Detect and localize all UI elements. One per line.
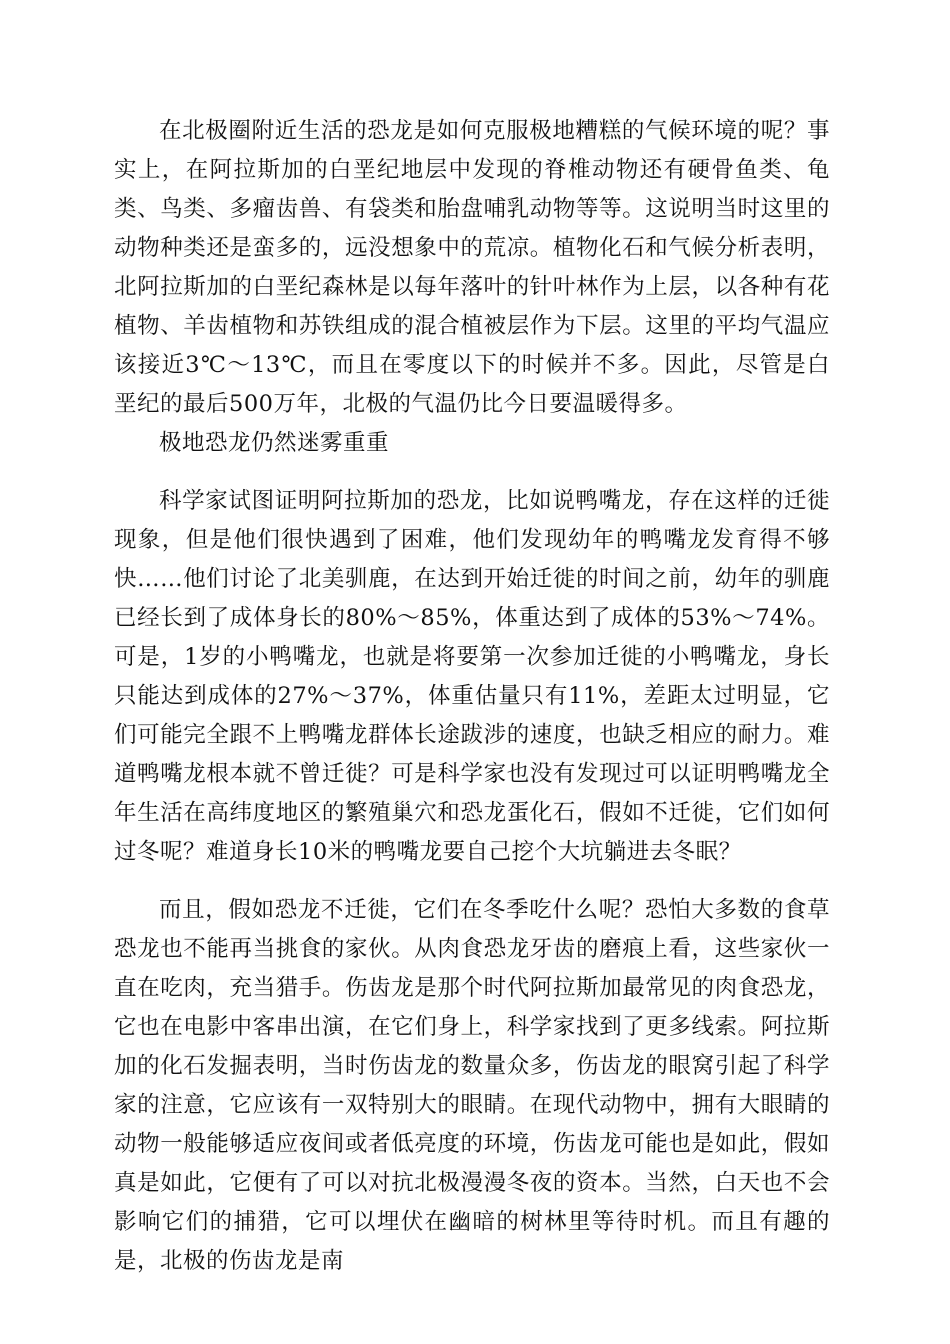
document-page [114,112,830,1281]
section-heading: 极地恐龙仍然迷雾重重 [159,430,390,456]
paragraph-migration: 科学家试图证明阿拉斯加的恐龙，比如说鸭嘴龙，存在这样的迁徙现象，但是他们很快遇到了困难，他们发现幼年的鸭嘴龙发育得不够快……他们讨论了北美驯鹿，在达到开始迁徙的时间之前，幼年的驯鹿已经长到了成体身长的80%～85%，体重达到了成体的53%～74%。可是，1岁的小鸭嘴龙，也就是将要第一次参加迁徙的小鸭嘴龙，身长只能达到成体的27%～37%，体重估量只有11%，差距太过明显，它们可能完全跟不上鸭嘴龙群体长途跋涉的速度，也缺乏相应的耐力。难道鸭嘴龙根本就不曾迁徙？可是科学家也没有发现过可以证明鸭嘴龙全年生活在高纬度地区的繁殖巢穴和恐龙蛋化石，假如不迁徙，它们如何过冬呢？难道身长10米的鸭嘴龙要自己挖个大坑躺进去冬眠？ [114,488,830,865]
paragraph-climate: 在北极圈附近生活的恐龙是如何克服极地糟糕的气候环境的呢？事实上，在阿拉斯加的白垩纪地层中发现的脊椎动物还有硬骨鱼类、龟类、鸟类、多瘤齿兽、有袋类和胎盘哺乳动物等等。这说明当时这里的动物种类还是蛮多的，远没想象中的荒凉。植物化石和气候分析表明，北阿拉斯加的白垩纪森林是以每年落叶的针叶林作为上层，以各种有花植物、羊齿植物和苏铁组成的混合植被层作为下层。这里的平均气温应该接近3℃～13℃，而且在零度以下的时候并不多。因此，尽管是白垩纪的最后500万年，北极的气温仍比今日要温暖得多。 [114,118,830,417]
paragraph-troodon: 而且，假如恐龙不迁徙，它们在冬季吃什么呢？恐怕大多数的食草恐龙也不能再当挑食的家伙。从肉食恐龙牙齿的磨痕上看，这些家伙一直在吃肉，充当猎手。伤齿龙是那个时代阿拉斯加最常见的肉食恐龙，它也在电影中客串出演，在它们身上，科学家找到了更多线索。阿拉斯加的化石发掘表明，当时伤齿龙的数量众多，伤齿龙的眼窝引起了科学家的注意，它应该有一双特别大的眼睛。在现代动物中，拥有大眼睛的动物一般能够适应夜间或者低亮度的环境，伤齿龙可能也是如此，假如真是如此，它便有了可以对抗北极漫漫冬夜的资本。当然，白天也不会影响它们的捕猎，它可以埋伏在幽暗的树林里等待时机。而且有趣的是，北极的伤齿龙是南 [114,897,830,1274]
